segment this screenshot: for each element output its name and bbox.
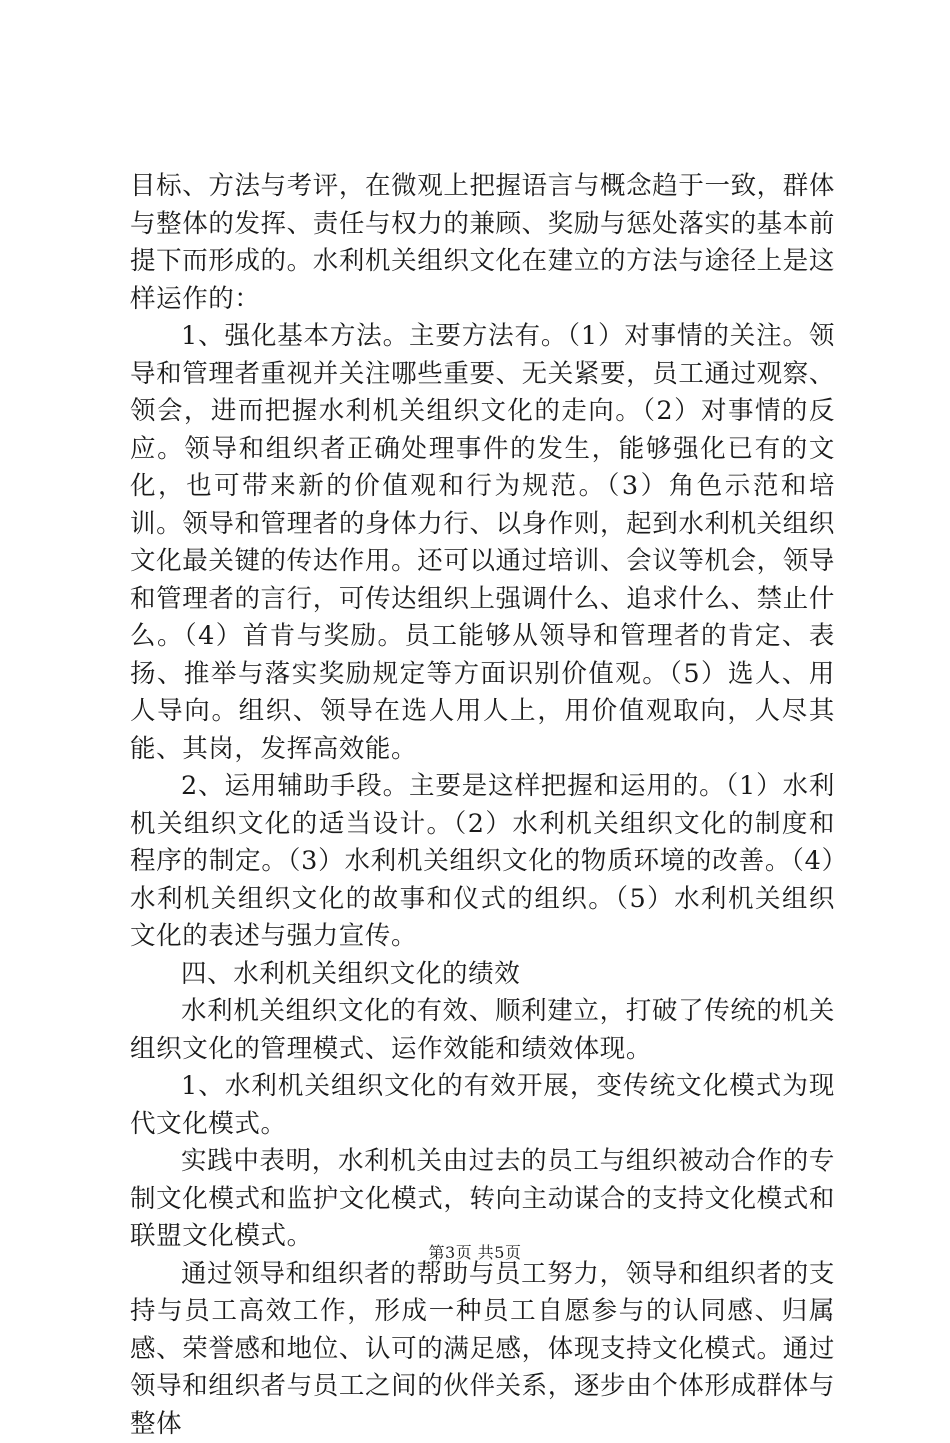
paragraph-5: 水利机关组织文化的有效、顺利建立，打破了传统的机关组织文化的管理模式、运作效能和绩效体现。 [130, 993, 835, 1068]
paragraph-6: 1、水利机关组织文化的有效开展，变传统文化模式为现代文化模式。 [130, 1068, 835, 1143]
paragraph-2: 1、强化基本方法。主要方法有。（1）对事情的关注。领导和管理者重视并关注哪些重要、无关紧要，员工通过观察、领会，进而把握水利机关组织文化的走向。（2）对事情的反应。领导和组织者正确处理事件的发生，能够强化已有的文化，也可带来新的价值观和行为规范。（3）角色示范和培训。领导和管理者的身体力行、以身作则，起到水利机关组织文化最关键的传达作用。还可以通过培训、会议等机会，领导和管理者的言行，可传达组织上强调什么、追求什么、禁止什么。（4）首肯与奖励。员工能够从领导和管理者的肯定、表扬、推举与落实奖励规定等方面识别价值观。（5）选人、用人导向。组织、领导在选人用人上，用价值观取向，人尽其能、其岗，发挥高效能。 [130, 318, 835, 768]
page-footer: 第3页 共5页 [0, 1240, 950, 1263]
section-heading: 四、水利机关组织文化的绩效 [130, 956, 835, 994]
paragraph-1: 目标、方法与考评，在微观上把握语言与概念趋于一致，群体与整体的发挥、责任与权力的兼顾、奖励与惩处落实的基本前提下而形成的。水利机关组织文化在建立的方法与途径上是这样运作的： [130, 168, 835, 318]
paragraph-7: 实践中表明，水利机关由过去的员工与组织被动合作的专制文化模式和监护文化模式，转向主动谋合的支持文化模式和联盟文化模式。 [130, 1143, 835, 1256]
paragraph-3: 2、运用辅助手段。主要是这样把握和运用的。（1）水利机关组织文化的适当设计。（2）水利机关组织文化的制度和程序的制定。（3）水利机关组织文化的物质环境的改善。（4）水利机关组织文化的故事和仪式的组织。（5）水利机关组织文化的表述与强力宣传。 [130, 768, 835, 956]
paragraph-8: 通过领导和组织者的帮助与员工努力，领导和组织者的支持与员工高效工作，形成一种员工自愿参与的认同感、归属感、荣誉感和地位、认可的满足感，体现支持文化模式。通过领导和组织者与员工之间的伙伴关系，逐步由个体形成群体与整体 [130, 1256, 835, 1443]
